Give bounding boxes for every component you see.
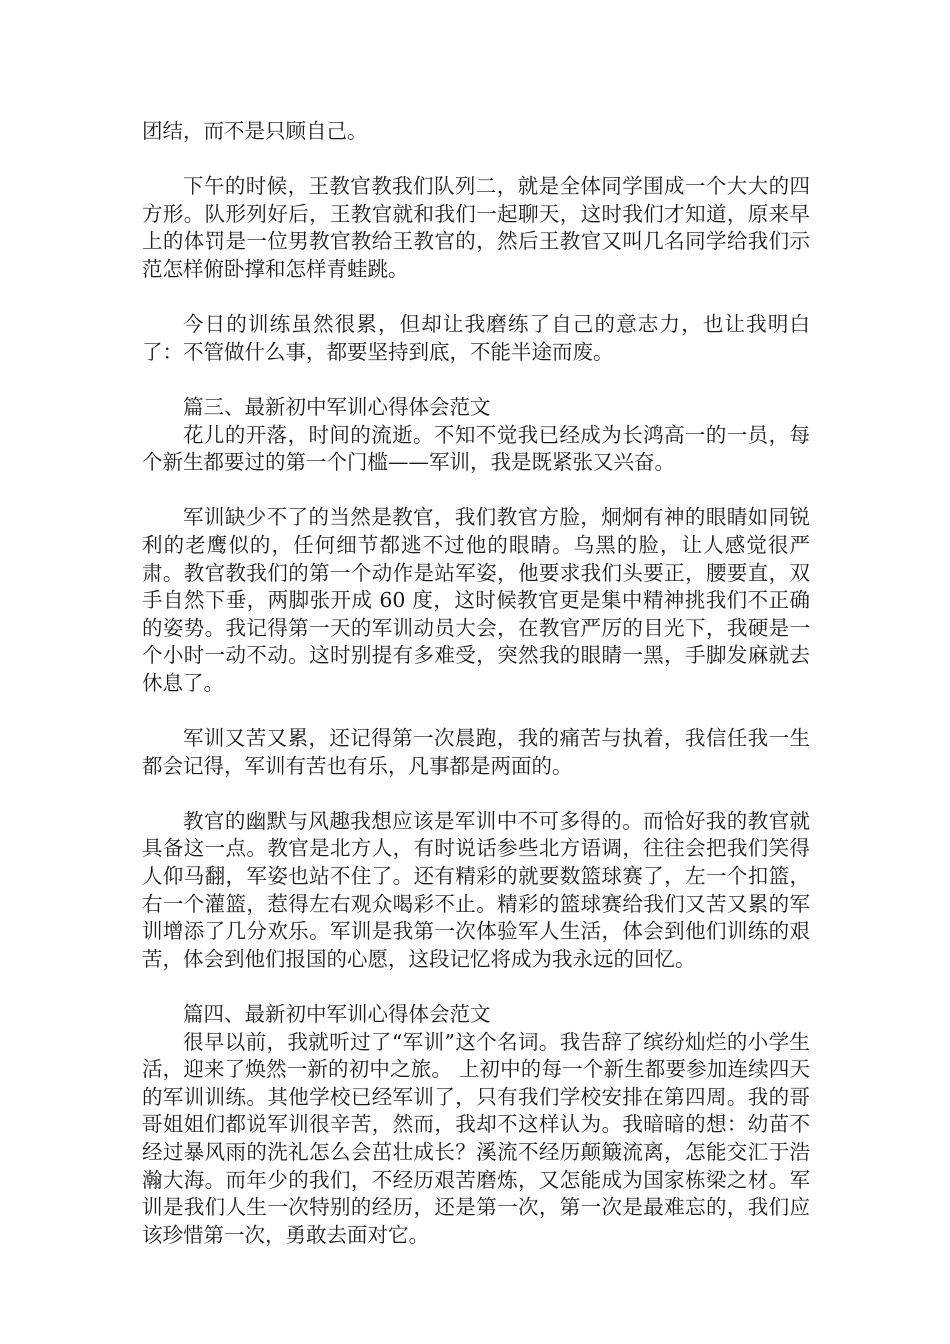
section-heading-pian4: 篇四、最新初中军训心得体会范文 bbox=[183, 1002, 491, 1026]
paragraph-continuation: 团结，而不是只顾自己。 bbox=[142, 119, 368, 143]
paragraph-bitter-and-tired: 军训又苦又累，还记得第一次晨跑，我的痛苦与执着，我信任我一生都会记得，军训有苦也有乐，凡事都是两面的。 bbox=[142, 726, 810, 778]
section-heading-pian3: 篇三、最新初中军训心得体会范文 bbox=[183, 394, 491, 419]
paragraph-afternoon-drill: 下午的时候，王教官教我们队列二，就是全体同学围成一个大大的四方形。队形列好后，王教官就和我们一起聊天，这时我们才知道，原来早上的体罚是一位男教官教给王教官的，然后王教官又叫几名同学给我们示范怎样俯卧撑和怎样青蛙跳。 bbox=[142, 174, 810, 281]
paragraph-humor: 教官的幽默与风趣我想应该是军训中不可多得的。而恰好我的教官就具备这一点。教官是北方人，有时说话参些北方语调，往往会把我们笑得人仰马翻，军姿也站不住了。还有精彩的就要数篮球赛了，左一个扣篮，右一个灌篮，惹得左右观众喝彩不止。精彩的篮球赛给我们又苦又累的军训增添了几分欢乐。军训是我第一次体验军人生活，体会到他们训练的艰苦，体会到他们报国的心愿，这段记忆将成为我永远的回忆。 bbox=[142, 808, 810, 971]
paragraph-today-training: 今日的训练虽然很累，但却让我磨练了自己的意志力，也让我明白了：不管做什么事，都要坚持到底，不能半途而废。 bbox=[142, 312, 810, 364]
document-page bbox=[142, 118, 810, 1249]
paragraph-flowers: 花儿的开落，时间的流逝。不知不觉我已经成为长鸿高一的一员，每个新生都要过的第一个门槛——军训，我是既紧张又兴奋。 bbox=[142, 422, 810, 475]
paragraph-long-ago: 很早以前，我就听过了“军训”这个名词。我告辞了缤纷灿烂的小学生活，迎来了焕然一新的初中之旅。 上初中的每一个新生都要参加连续四天的军训训练。其他学校已经军训了，只有我们学校安排在第四周。我的哥哥姐姐们都说军训很辛苦，然而，我却不这样认为。我暗暗的想：幼苗不经过暴风雨的洗礼怎么会茁壮成长？溪流不经历颠簸流离，怎能交汇于浩瀚大海。而年少的我们，不经历艰苦磨炼，又怎能成为国家栋梁之材。军训是我们人生一次特别的经历，还是第一次，第一次是最难忘的，我们应该珍惜第一次，勇敢去面对它。 bbox=[142, 1029, 810, 1247]
paragraph-instructor: 军训缺少不了的当然是教官，我们教官方脸，炯炯有神的眼睛如同锐利的老鹰似的，任何细节都逃不过他的眼睛。乌黑的脸，让人感觉很严肃。教官教我们的第一个动作是站军姿，他要求我们头要正，腰要直，双手自然下垂，两脚张开成 60 度，这时候教官更是集中精神挑我们不正确的姿势。我记得第一天的军训动员大会，在教官严厉的目光下，我硬是一个小时一动不动。这时别提有多难受，突然我的眼睛一黑，手脚发麻就去休息了。 bbox=[142, 505, 810, 695]
